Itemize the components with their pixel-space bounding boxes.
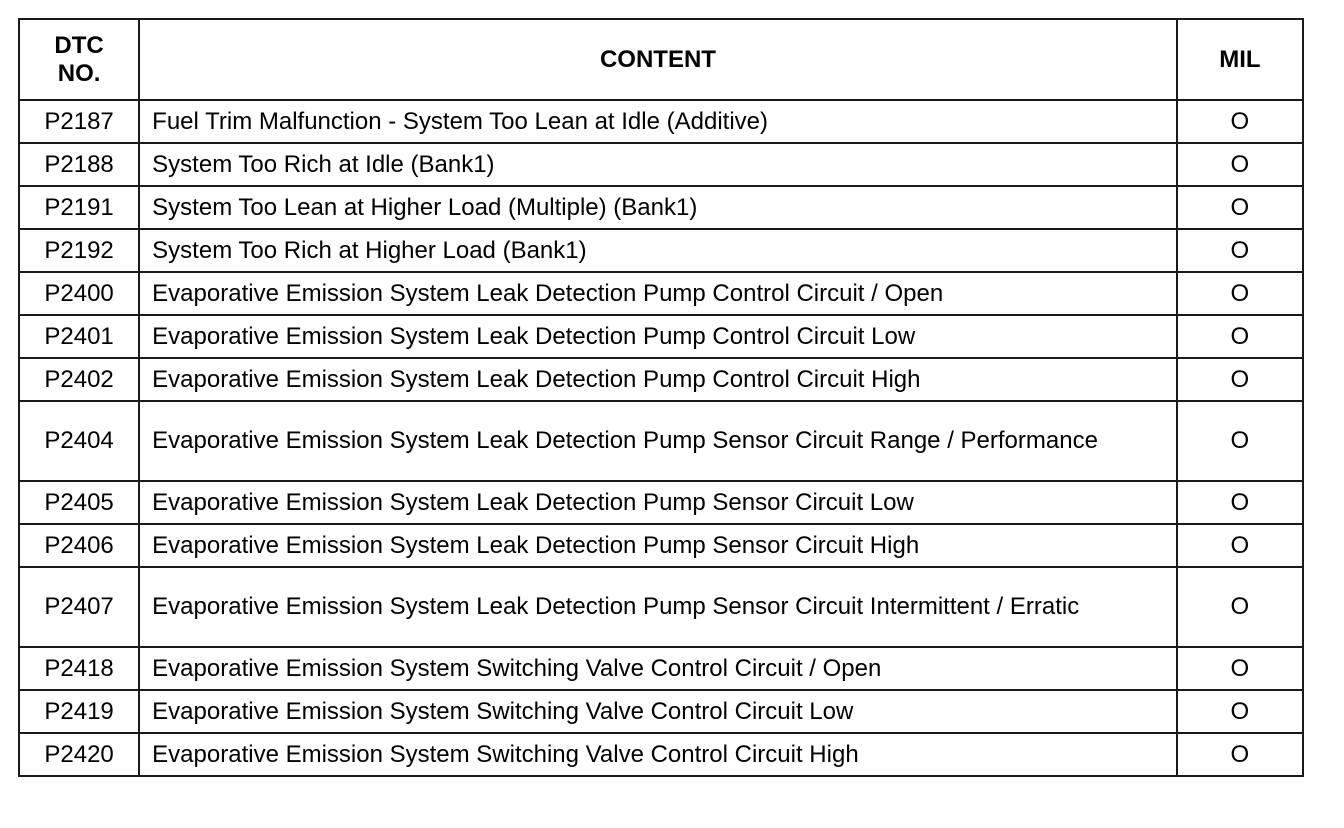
header-content: CONTENT (139, 19, 1177, 100)
dtc-code: P2402 (19, 358, 139, 401)
table-row (19, 647, 1303, 690)
mil-indicator: O (1177, 100, 1303, 143)
dtc-code: P2187 (19, 100, 139, 143)
dtc-content: Evaporative Emission System Leak Detection Pump Control Circuit Low (139, 315, 1177, 358)
table-row (19, 524, 1303, 567)
table-row (19, 143, 1303, 186)
table-row (19, 186, 1303, 229)
dtc-content: Evaporative Emission System Leak Detection Pump Sensor Circuit Low (139, 481, 1177, 524)
dtc-code: P2401 (19, 315, 139, 358)
table-row (19, 733, 1303, 776)
mil-indicator: O (1177, 401, 1303, 481)
dtc-code: P2419 (19, 690, 139, 733)
table-row (19, 315, 1303, 358)
dtc-code: P2188 (19, 143, 139, 186)
dtc-code: P2405 (19, 481, 139, 524)
dtc-content: Evaporative Emission System Leak Detection Pump Sensor Circuit High (139, 524, 1177, 567)
dtc-code: P2418 (19, 647, 139, 690)
dtc-content: System Too Rich at Idle (Bank1) (139, 143, 1177, 186)
dtc-content: System Too Lean at Higher Load (Multiple) (Bank1) (139, 186, 1177, 229)
dtc-code: P2406 (19, 524, 139, 567)
mil-indicator: O (1177, 690, 1303, 733)
mil-indicator: O (1177, 481, 1303, 524)
table-header-row (19, 19, 1303, 100)
mil-indicator: O (1177, 229, 1303, 272)
dtc-table (18, 18, 1304, 777)
mil-indicator: O (1177, 358, 1303, 401)
dtc-content: Fuel Trim Malfunction - System Too Lean at Idle (Additive) (139, 100, 1177, 143)
table-row (19, 401, 1303, 481)
mil-indicator: O (1177, 647, 1303, 690)
mil-indicator: O (1177, 524, 1303, 567)
mil-indicator: O (1177, 186, 1303, 229)
header-dtc-line2: NO. (57, 59, 101, 87)
dtc-code: P2192 (19, 229, 139, 272)
header-mil: MIL (1177, 19, 1303, 100)
dtc-content: Evaporative Emission System Switching Valve Control Circuit Low (139, 690, 1177, 733)
mil-indicator: O (1177, 143, 1303, 186)
mil-indicator: O (1177, 315, 1303, 358)
header-dtc-no (19, 19, 139, 100)
dtc-code: P2400 (19, 272, 139, 315)
table-row (19, 567, 1303, 647)
table-row (19, 272, 1303, 315)
table-row (19, 229, 1303, 272)
mil-indicator: O (1177, 567, 1303, 647)
mil-indicator: O (1177, 733, 1303, 776)
dtc-content: Evaporative Emission System Leak Detection Pump Control Circuit High (139, 358, 1177, 401)
dtc-content: Evaporative Emission System Leak Detection Pump Sensor Circuit Range / Performance (139, 401, 1177, 481)
dtc-content: Evaporative Emission System Switching Valve Control Circuit / Open (139, 647, 1177, 690)
dtc-code: P2191 (19, 186, 139, 229)
mil-indicator: O (1177, 272, 1303, 315)
dtc-content: System Too Rich at Higher Load (Bank1) (139, 229, 1177, 272)
table-row (19, 100, 1303, 143)
table-row (19, 481, 1303, 524)
table-row (19, 690, 1303, 733)
table-row (19, 358, 1303, 401)
header-dtc-line1: DTC (54, 31, 104, 59)
dtc-code: P2407 (19, 567, 139, 647)
dtc-code: P2404 (19, 401, 139, 481)
dtc-code: P2420 (19, 733, 139, 776)
dtc-content: Evaporative Emission System Leak Detection Pump Control Circuit / Open (139, 272, 1177, 315)
dtc-content: Evaporative Emission System Switching Valve Control Circuit High (139, 733, 1177, 776)
dtc-content: Evaporative Emission System Leak Detection Pump Sensor Circuit Intermittent / Erratic (139, 567, 1177, 647)
